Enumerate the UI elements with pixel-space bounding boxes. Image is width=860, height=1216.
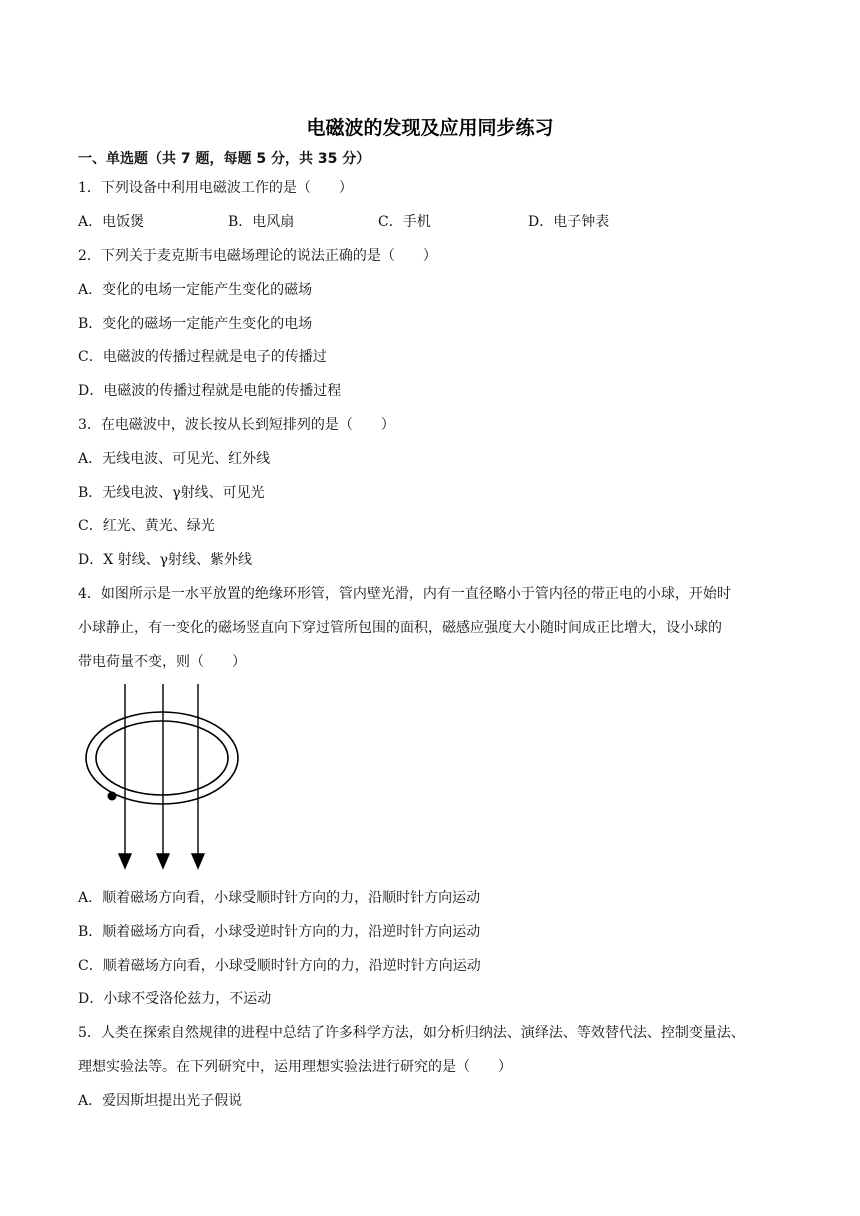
field-arrow-right — [192, 854, 204, 868]
question-3-stem: 3．在电磁波中，波长按从长到短排列的是（ ） — [78, 417, 395, 433]
question-1-option-b: B．电风扇 — [228, 214, 295, 230]
question-4-option-b: B．顺着磁场方向看，小球受逆时针方向的力，沿逆时针方向运动 — [78, 924, 481, 940]
question-4-stem-line-1: 4．如图所示是一水平放置的绝缘环形管，管内壁光滑，内有一直径略小于管内径的带正电的小球，开始时 — [78, 586, 731, 602]
question-1-option-c: C．手机 — [378, 214, 431, 230]
question-2-stem: 2．下列关于麦克斯韦电磁场理论的说法正确的是（ ） — [78, 248, 437, 264]
question-2-option-d: D．电磁波的传播过程就是电能的传播过程 — [78, 383, 342, 399]
field-arrow-left — [119, 854, 131, 868]
question-3-option-d: D．X 射线、γ射线、紫外线 — [78, 552, 253, 568]
question-5-stem-line-1: 5．人类在探索自然规律的进程中总结了许多科学方法，如分析归纳法、演绎法、等效替代法、控制变量法、 — [78, 1025, 745, 1041]
ring-tube-figure — [78, 682, 248, 872]
question-4-stem-line-3: 带电荷量不变，则（ ） — [78, 654, 246, 670]
question-3-option-c: C．红光、黄光、绿光 — [78, 518, 215, 534]
question-5-stem-line-2: 理想实验法等。在下列研究中，运用理想实验法进行研究的是（ ） — [78, 1059, 512, 1075]
question-2-option-b: B．变化的磁场一定能产生变化的电场 — [78, 316, 313, 332]
question-4-stem-line-2: 小球静止，有一变化的磁场竖直向下穿过管所包围的面积，磁感应强度大小随时间成正比增大，设小球的 — [78, 620, 722, 636]
question-4-option-d: D．小球不受洛伦兹力，不运动 — [78, 991, 272, 1007]
section-heading: 一、单选题（共 7 题，每题 5 分，共 35 分） — [78, 151, 371, 167]
ring-tube — [86, 712, 238, 804]
ring-inner-edge — [96, 721, 228, 795]
question-2-option-a: A．变化的电场一定能产生变化的磁场 — [78, 282, 313, 298]
question-5-option-a: A．爱因斯坦提出光子假说 — [78, 1093, 243, 1109]
question-1-option-a: A．电饭煲 — [78, 214, 145, 230]
question-2-option-c: C．电磁波的传播过程就是电子的传播过 — [78, 349, 327, 365]
question-1-option-d: D．电子钟表 — [528, 214, 610, 230]
question-4-option-c: C．顺着磁场方向看，小球受顺时针方向的力，沿逆时针方向运动 — [78, 958, 481, 974]
ring-outer-edge — [86, 712, 238, 804]
charged-ball — [108, 792, 117, 801]
question-4-option-a: A．顺着磁场方向看，小球受顺时针方向的力，沿顺时针方向运动 — [78, 890, 481, 906]
question-3-option-a: A．无线电波、可见光、红外线 — [78, 451, 271, 467]
question-3-option-b: B．无线电波、γ射线、可见光 — [78, 485, 265, 501]
field-arrow-middle — [157, 854, 169, 868]
question-1-stem: 1．下列设备中利用电磁波工作的是（ ） — [78, 180, 353, 196]
page-title: 电磁波的发现及应用同步练习 — [306, 117, 554, 139]
